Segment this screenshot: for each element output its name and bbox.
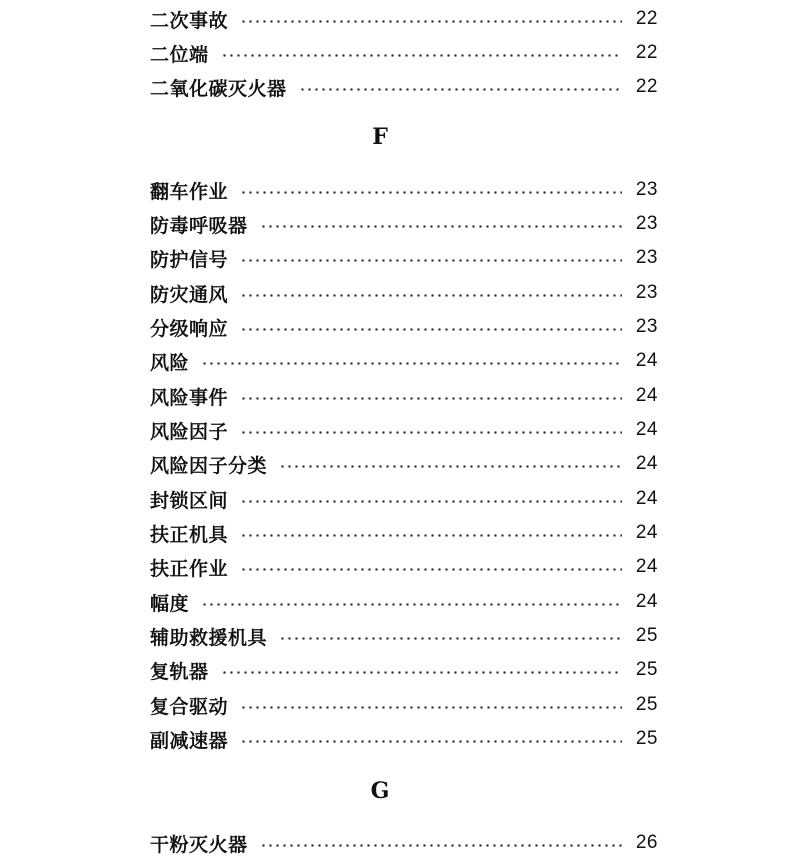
index-entry — [150, 36, 658, 70]
index-page-number: 24 — [635, 591, 658, 612]
index-entry — [150, 550, 658, 584]
index-term: 防毒呼吸器 — [150, 214, 248, 237]
index-term: 风险事件 — [150, 386, 229, 409]
index-entry — [150, 2, 658, 36]
index-term: 防护信号 — [150, 248, 229, 271]
dot-leader — [221, 671, 622, 674]
index-term: 扶正作业 — [150, 557, 229, 580]
index-entry — [150, 379, 658, 413]
index-entry — [150, 619, 658, 653]
index-page-number: 22 — [635, 76, 658, 97]
index-entry — [150, 482, 658, 516]
index-term: 防灾通风 — [150, 283, 229, 306]
index-page-number: 25 — [635, 728, 658, 749]
index-page-number: 24 — [635, 419, 658, 440]
index-term: 风险因子 — [150, 420, 229, 443]
index-page-number: 24 — [635, 522, 658, 543]
dot-leader — [240, 397, 622, 400]
dot-leader — [260, 844, 622, 847]
dot-leader — [201, 362, 622, 365]
dot-leader — [221, 54, 622, 57]
index-page-number: 25 — [635, 659, 658, 680]
index-page-number: 23 — [635, 179, 658, 200]
index-entry — [150, 310, 658, 344]
dot-leader — [240, 706, 622, 709]
index-page-number: 23 — [635, 316, 658, 337]
dot-leader — [240, 191, 622, 194]
index-term: 二次事故 — [150, 9, 229, 32]
index-term: 复合驱动 — [150, 695, 229, 718]
section-heading-g: G — [370, 778, 390, 804]
index-page-number: 24 — [635, 556, 658, 577]
index-entry — [150, 344, 658, 378]
index-page-number: 26 — [635, 832, 658, 853]
dot-leader — [240, 740, 622, 743]
dot-leader — [240, 568, 622, 571]
dot-leader — [279, 465, 622, 468]
index-page-number: 23 — [635, 282, 658, 303]
index-page-number: 24 — [635, 453, 658, 474]
index-term: 分级响应 — [150, 317, 229, 340]
index-term: 副减速器 — [150, 729, 229, 752]
index-term: 二氧化碳灭火器 — [150, 77, 287, 100]
index-page-number: 23 — [635, 247, 658, 268]
index-page-number: 25 — [635, 694, 658, 715]
index-term: 复轨器 — [150, 660, 209, 683]
index-page-number: 22 — [635, 8, 658, 29]
dot-leader — [240, 20, 622, 23]
index-entry — [150, 722, 658, 756]
index-entry — [150, 70, 658, 104]
index-term: 二位端 — [150, 43, 209, 66]
index-entry — [150, 826, 658, 860]
dot-leader — [260, 225, 622, 228]
index-term: 封锁区间 — [150, 489, 229, 512]
index-page-number: 23 — [635, 213, 658, 234]
index-entry — [150, 516, 658, 550]
index-page-number: 22 — [635, 42, 658, 63]
index-entry — [150, 276, 658, 310]
index-term: 干粉灭火器 — [150, 833, 248, 856]
index-term: 风险因子分类 — [150, 454, 268, 477]
dot-leader — [201, 603, 622, 606]
index-page-number: 24 — [635, 350, 658, 371]
dot-leader — [240, 259, 622, 262]
index-term: 辅助救援机具 — [150, 626, 268, 649]
dot-leader — [240, 328, 622, 331]
index-term: 幅度 — [150, 592, 190, 615]
index-entry — [150, 413, 658, 447]
section-heading-f: F — [372, 124, 388, 150]
index-entry — [150, 447, 658, 481]
index-term: 扶正机具 — [150, 523, 229, 546]
dot-leader — [240, 431, 622, 434]
index-page-number: 25 — [635, 625, 658, 646]
index-entry — [150, 653, 658, 687]
dot-leader — [279, 637, 622, 640]
index-term: 风险 — [150, 351, 190, 374]
index-entry — [150, 585, 658, 619]
dot-leader — [299, 88, 622, 91]
index-entry — [150, 688, 658, 722]
index-entry — [150, 173, 658, 207]
index-page-number: 24 — [635, 385, 658, 406]
index-entry — [150, 241, 658, 275]
index-entry — [150, 207, 658, 241]
dot-leader — [240, 534, 622, 537]
index-term: 翻车作业 — [150, 180, 229, 203]
index-page-number: 24 — [635, 488, 658, 509]
dot-leader — [240, 500, 622, 503]
dot-leader — [240, 294, 622, 297]
